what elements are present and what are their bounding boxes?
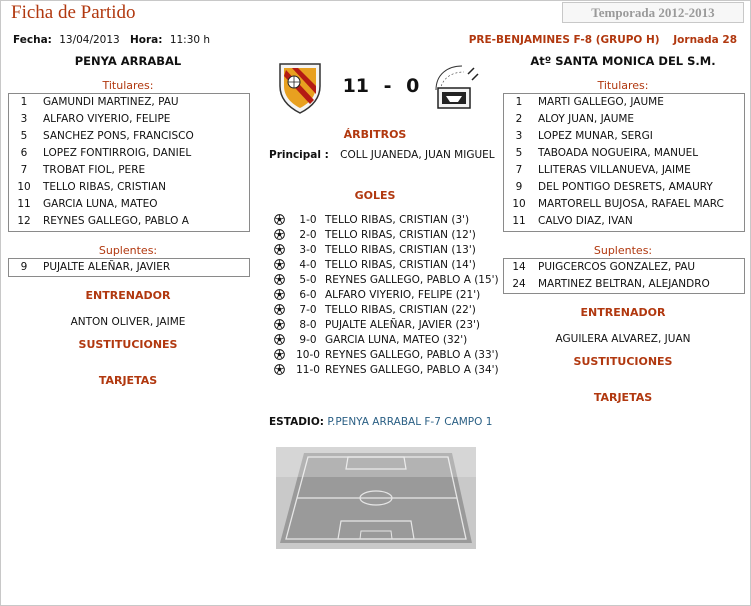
player-row (504, 259, 744, 276)
soccer-ball-icon (274, 229, 285, 245)
match-time (130, 34, 210, 46)
time-label: Hora: (130, 34, 163, 46)
player-number: 9 (20, 261, 28, 273)
player-row (9, 213, 249, 230)
goal-scorer: REYNES GALLEGO, PABLO A (33') (325, 349, 499, 361)
away-crest-icon (428, 60, 480, 116)
principal-referee (269, 149, 495, 161)
goal-score: 4-0 (299, 259, 317, 271)
soccer-ball-icon (274, 334, 285, 350)
player-row (504, 111, 744, 128)
away-starters-list (503, 93, 745, 232)
player-row (504, 196, 744, 213)
home-substitutions-label: SUSTITUCIONES (78, 338, 178, 351)
date-label: Fecha: (13, 34, 52, 46)
goal-score: 6-0 (299, 289, 317, 301)
player-row (504, 145, 744, 162)
goal-scorer: TELLO RIBAS, CRISTIAN (13') (325, 244, 476, 256)
player-name: MARTI GALLEGO, JAUME (538, 96, 664, 108)
home-coach-name: ANTON OLIVER, JAIME (70, 316, 186, 328)
player-number: 24 (512, 278, 526, 290)
away-team-name: Atº SANTA MONICA DEL S.M. (530, 54, 716, 68)
score-away: 0 (406, 75, 420, 97)
soccer-ball-icon (274, 259, 285, 275)
player-number: 3 (515, 130, 523, 142)
player-row (9, 179, 249, 196)
player-row (504, 94, 744, 111)
goal-score: 11-0 (296, 364, 320, 376)
page-title: Ficha de Partido (11, 2, 136, 23)
goal-scorer: REYNES GALLEGO, PABLO A (15') (325, 274, 499, 286)
player-name: ALOY JUAN, JAUME (538, 113, 635, 125)
principal-name: COLL JUANEDA, JUAN MIGUEL (340, 149, 495, 161)
player-number: 12 (17, 215, 31, 227)
match-date (13, 34, 120, 46)
goal-score: 2-0 (299, 229, 317, 241)
player-number: 11 (17, 198, 31, 210)
player-name: DEL PONTIGO DESRETS, AMAURY (538, 181, 713, 193)
category-round (469, 34, 737, 46)
time-value: 11:30 h (169, 34, 211, 46)
goal-score: 8-0 (299, 319, 317, 331)
goal-scorer: TELLO RIBAS, CRISTIAN (14') (325, 259, 476, 271)
away-subs-list (503, 258, 745, 294)
away-subs-label: Suplentes: (593, 244, 653, 257)
player-row (504, 128, 744, 145)
player-number: 3 (20, 113, 28, 125)
player-number: 10 (512, 198, 526, 210)
player-name: ALFARO VIYERIO, FELIPE (43, 113, 171, 125)
goal-score: 10-0 (296, 349, 320, 361)
away-starters-label: Titulares: (597, 79, 649, 92)
away-cards-label: TARJETAS (593, 391, 653, 404)
player-number: 5 (20, 130, 28, 142)
goal-score: 9-0 (299, 334, 317, 346)
principal-label: Principal : (269, 149, 329, 161)
player-row (504, 213, 744, 230)
home-coach-label: ENTRENADOR (85, 289, 171, 302)
soccer-ball-icon (274, 244, 285, 260)
round: Jornada 28 (673, 34, 737, 46)
soccer-ball-icon (274, 289, 285, 305)
away-coach-label: ENTRENADOR (580, 306, 666, 319)
goal-score: 3-0 (299, 244, 317, 256)
player-row (504, 162, 744, 179)
goal-scorer: REYNES GALLEGO, PABLO A (34') (325, 364, 499, 376)
player-number: 9 (515, 181, 523, 193)
stadium-name: P.PENYA ARRABAL F-7 CAMPO 1 (327, 416, 493, 428)
player-name: REYNES GALLEGO, PABLO A (43, 215, 189, 227)
player-name: GAMUNDI MARTINEZ, PAU (43, 96, 179, 108)
referees-label: ÁRBITROS (343, 128, 407, 141)
season-label: Temporada 2012-2013 (562, 2, 744, 23)
soccer-ball-icon (274, 364, 285, 380)
goal-score: 5-0 (299, 274, 317, 286)
goal-scorer: GARCIA LUNA, MATEO (32') (325, 334, 468, 346)
goal-scorer: PUJALTE ALEÑAR, JAVIER (23') (325, 319, 480, 331)
stadium (269, 416, 492, 428)
player-row (9, 162, 249, 179)
home-starters-list (8, 93, 250, 232)
player-name: MARTINEZ BELTRAN, ALEJANDRO (538, 278, 710, 290)
player-row (9, 196, 249, 213)
player-number: 14 (512, 261, 526, 273)
home-subs-label: Suplentes: (98, 244, 158, 257)
player-name: GARCIA LUNA, MATEO (43, 198, 158, 210)
player-name: LLITERAS VILLANUEVA, JAIME (538, 164, 691, 176)
score-home: 11 (342, 75, 370, 97)
player-row (9, 128, 249, 145)
goals-label: GOLES (354, 189, 396, 202)
away-substitutions-label: SUSTITUCIONES (573, 355, 673, 368)
soccer-ball-icon (274, 304, 285, 320)
score (341, 75, 421, 97)
category: PRE-BENJAMINES F-8 (GRUPO H) (468, 34, 660, 46)
away-coach-name: AGUILERA ALVAREZ, JUAN (555, 333, 691, 345)
player-number: 6 (20, 147, 28, 159)
player-name: PUIGCERCOS GONZALEZ, PAU (538, 261, 696, 273)
score-separator: - (383, 75, 392, 97)
player-row (9, 259, 249, 276)
player-number: 1 (515, 96, 523, 108)
player-name: TROBAT FIOL, PERE (43, 164, 146, 176)
home-cards-label: TARJETAS (98, 374, 158, 387)
home-starters-label: Titulares: (102, 79, 154, 92)
goal-scorer: TELLO RIBAS, CRISTIAN (12') (325, 229, 476, 241)
soccer-ball-icon (274, 214, 285, 230)
player-name: SANCHEZ PONS, FRANCISCO (43, 130, 194, 142)
player-number: 1 (20, 96, 28, 108)
goal-scorer: TELLO RIBAS, CRISTIAN (3') (325, 214, 470, 226)
player-row (9, 94, 249, 111)
player-name: PUJALTE ALEÑAR, JAVIER (43, 261, 171, 273)
player-row (9, 111, 249, 128)
goal-score: 7-0 (299, 304, 317, 316)
stadium-pitch-image (276, 447, 476, 549)
player-row (9, 145, 249, 162)
player-number: 11 (512, 215, 526, 227)
player-number: 5 (515, 147, 523, 159)
stadium-label: ESTADIO: (269, 416, 324, 428)
home-team-name: PENYA ARRABAL (74, 54, 182, 68)
goal-scorer: TELLO RIBAS, CRISTIAN (22') (325, 304, 476, 316)
player-name: LOPEZ FONTIRROIG, DANIEL (43, 147, 192, 159)
home-crest-icon (276, 60, 324, 116)
player-number: 2 (515, 113, 523, 125)
player-name: CALVO DIAZ, IVAN (538, 215, 633, 227)
player-name: LOPEZ MUNAR, SERGI (538, 130, 653, 142)
player-name: MARTORELL BUJOSA, RAFAEL MARC (538, 198, 724, 210)
player-number: 7 (20, 164, 28, 176)
player-name: TELLO RIBAS, CRISTIAN (43, 181, 167, 193)
date-value: 13/04/2013 (59, 34, 120, 46)
goal-scorer: ALFARO VIYERIO, FELIPE (21') (325, 289, 481, 301)
soccer-ball-icon (274, 349, 285, 365)
home-subs-list (8, 258, 250, 277)
player-number: 7 (515, 164, 523, 176)
player-row (504, 276, 744, 293)
goal-score: 1-0 (299, 214, 317, 226)
player-number: 10 (17, 181, 31, 193)
player-name: TABOADA NOGUEIRA, MANUEL (538, 147, 699, 159)
soccer-ball-icon (274, 274, 285, 290)
player-row (504, 179, 744, 196)
soccer-ball-icon (274, 319, 285, 335)
